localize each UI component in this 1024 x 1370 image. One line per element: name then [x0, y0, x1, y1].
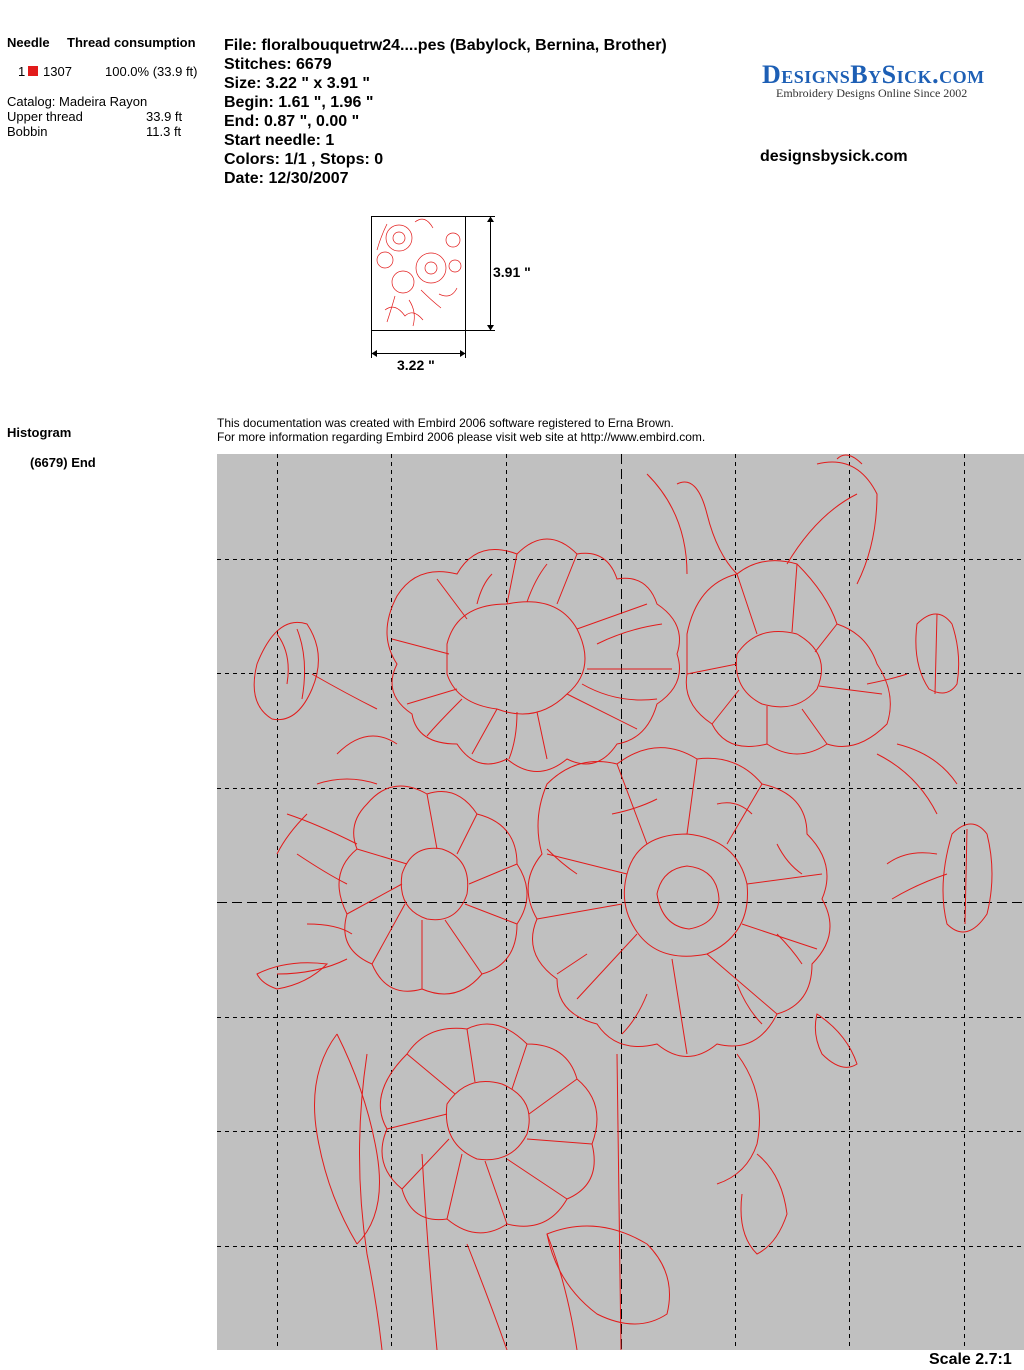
- catalog-label: Catalog: Madeira Rayon: [7, 94, 148, 109]
- design-thumbnail: [365, 210, 545, 380]
- thread-color-swatch: [28, 66, 38, 76]
- embird-note-line-2: For more information regarding Embird 2006 please visit web site at http://www.embird.com.: [217, 430, 706, 444]
- bobbin-label: Bobbin: [7, 124, 48, 139]
- histogram-title: Histogram: [7, 425, 72, 440]
- design-info: [224, 36, 667, 188]
- logo: [762, 60, 1002, 101]
- left-bud-outline: [254, 622, 318, 719]
- start-needle: Start needle: 1: [224, 132, 335, 149]
- begin-point: Begin: 1.61 ", 1.96 ": [224, 94, 374, 111]
- design-size: Size: 3.22 " x 3.91 ": [224, 75, 370, 92]
- end-point: End: 0.87 ", 0.00 ": [224, 113, 360, 130]
- stitch-count: Stitches: 6679: [224, 56, 332, 73]
- upper-left-sunflower-center: [447, 602, 585, 714]
- bobbin-value: 11.3 ft: [146, 124, 182, 139]
- thread-code: 1307: [43, 64, 72, 79]
- width-dimension: 3.22 ": [397, 357, 435, 373]
- histogram-entry: (6679) End: [30, 455, 96, 470]
- right-lower-bud: [943, 824, 992, 932]
- center-sunflower-outline: [528, 748, 830, 1057]
- upper-thread-value: 33.9 ft: [146, 109, 183, 124]
- logo-tagline: Embroidery Designs Online Since 2002: [776, 86, 968, 100]
- upper-left-sunflower-outline: [387, 539, 680, 772]
- design-canvas: [217, 454, 1024, 1350]
- site-name: designsbysick.com: [760, 148, 908, 165]
- embird-note-line-1: This documentation was created with Embird 2006 software registered to Erna Brown.: [217, 416, 674, 430]
- design-drawing: [217, 454, 1024, 1350]
- scale-label: Scale 2.7:1: [929, 1351, 1012, 1368]
- upper-thread-label: Upper thread: [7, 109, 83, 124]
- logo-title: DesignsBySick.com: [762, 60, 985, 89]
- lower-left-flower-outline: [339, 786, 527, 994]
- thread-consumption-header: Thread consumption: [67, 35, 196, 50]
- needle-header: Needle: [7, 35, 50, 50]
- grid-lines: [217, 454, 1024, 1350]
- thread-percent: 100.0% (33.9 ft): [105, 64, 198, 79]
- needle-number: 1: [18, 64, 26, 79]
- colors-stops: Colors: 1/1 , Stops: 0: [224, 151, 384, 168]
- design-date: Date: 12/30/2007: [224, 170, 349, 187]
- top-right-flower-outline: [686, 561, 890, 754]
- embird-note: [217, 416, 705, 444]
- file-name: File: floralbouquetrw24....pes (Babylock, Bernina, Brother): [224, 37, 667, 54]
- center-sunflower-disk: [624, 834, 747, 956]
- right-upper-bud: [916, 614, 959, 693]
- height-dimension: 3.91 ": [493, 264, 531, 280]
- bottom-flower-outline: [380, 1024, 597, 1233]
